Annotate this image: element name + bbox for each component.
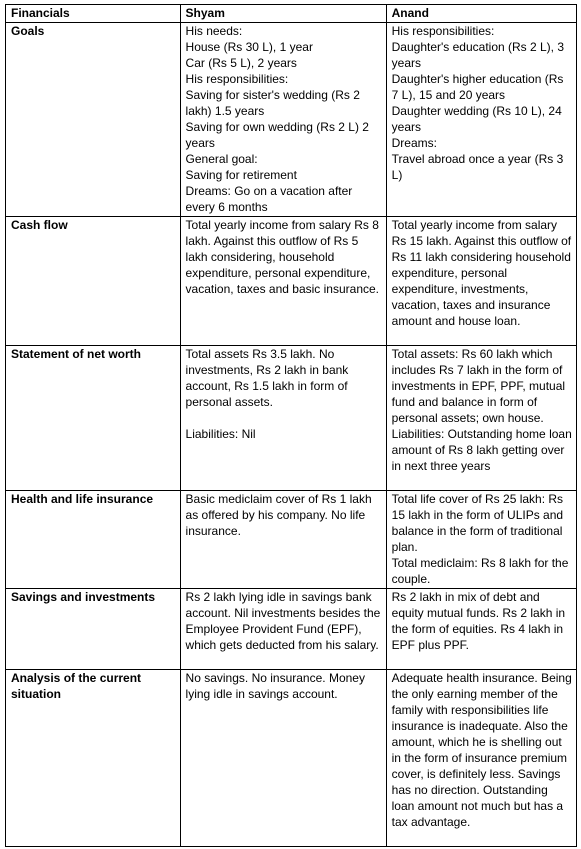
cell-line: Saving for retirement: [185, 168, 297, 182]
cell-line: Rs 2 lakh lying idle in savings bank account. Nil investments besides the Employee Provident Fund (EPF), which gets deducted from his salary.: [185, 590, 381, 652]
cell-line: No savings. No insurance. Money lying idle in savings account.: [185, 671, 365, 701]
cell-line: Basic mediclaim cover of Rs 1 lakh as offered by his company. No life insurance.: [185, 492, 372, 538]
cell-anand-goals: [386, 23, 576, 217]
header-financials: Financials: [6, 5, 181, 23]
cell-shyam-analysis: [180, 670, 386, 847]
cell-line: Daughter's higher education (Rs 7 L), 15 and 20 years: [391, 72, 564, 102]
table-row: [6, 589, 577, 670]
cell-line: His needs:: [185, 24, 243, 38]
cell-line: Rs 2 lakh in mix of debt and equity mutual funds. Rs 2 lakh in the form of equities. Rs 4 lakh in EPF plus PPF.: [391, 590, 566, 652]
cell-line: Total yearly income from salary Rs 15 lakh. Against this outflow of Rs 11 lakh considering household expenditure, personal expenditure, investments, vacation, taxes and insurance amount and house loan.: [391, 218, 572, 328]
row-label-cash-flow: Cash flow: [6, 217, 181, 346]
financials-comparison-table: [5, 4, 577, 847]
cell-line: His responsibilities:: [185, 72, 289, 86]
cell-line: Travel abroad once a year (Rs 3 L): [391, 152, 564, 182]
table-row: [6, 491, 577, 589]
header-row: [6, 5, 577, 23]
row-label-goals: Goals: [6, 23, 181, 217]
cell-line: Dreams:: [391, 136, 437, 150]
row-label-analysis: Analysis of the current situation: [6, 670, 181, 847]
cell-line: Total mediclaim: Rs 8 lakh for the couple.: [391, 556, 569, 586]
cell-line: His responsibilities:: [391, 24, 495, 38]
cell-line: Liabilities: Nil: [185, 427, 256, 441]
cell-shyam-health-insurance: [180, 491, 386, 589]
cell-line: Total assets Rs 3.5 lakh. No investments, Rs 2 lakh in bank account, Rs 1.5 lakh in form of personal assets.: [185, 347, 349, 409]
row-label-net-worth: Statement of net worth: [6, 346, 181, 491]
row-label-health-insurance: Health and life insurance: [6, 491, 181, 589]
cell-spacer: [186, 410, 382, 426]
cell-anand-cash-flow: [386, 217, 576, 346]
cell-line: Daughter's education (Rs 2 L), 3 years: [391, 40, 565, 70]
cell-line: Car (Rs 5 L), 2 years: [185, 56, 297, 70]
cell-shyam-cash-flow: [180, 217, 386, 346]
table-row: [6, 217, 577, 346]
header-anand: Anand: [386, 5, 576, 23]
cell-anand-net-worth: [386, 346, 576, 491]
cell-line: Total assets: Rs 60 lakh which includes Rs 7 lakh in the form of investments in EPF, PPF, mutual fund and balance in form of personal assets; own house.: [391, 347, 566, 425]
cell-anand-analysis: [386, 670, 576, 847]
header-shyam: Shyam: [180, 5, 386, 23]
cell-line: House (Rs 30 L), 1 year: [185, 40, 313, 54]
table-row: [6, 346, 577, 491]
cell-line: Liabilities: Outstanding home loan amount of Rs 8 lakh getting over in next three years: [391, 427, 572, 473]
cell-shyam-net-worth: [180, 346, 386, 491]
cell-line: Daughter wedding (Rs 10 L), 24 years: [391, 104, 562, 134]
row-label-savings: Savings and investments: [6, 589, 181, 670]
cell-line: Adequate health insurance. Being the only earning member of the family with responsibilities life insurance is inadequate. Also the amount, which he is shelling out in the form of insurance premium cover, is definitely less. Savings has no direction. Outstanding loan amount not much but has a tax advantage.: [391, 671, 572, 829]
cell-shyam-savings: [180, 589, 386, 670]
cell-line: Dreams: Go on a vacation after every 6 months: [185, 184, 353, 214]
table-row: [6, 670, 577, 847]
cell-line: General goal:: [185, 152, 258, 166]
cell-line: Saving for sister's wedding (Rs 2 lakh) 1.5 years: [185, 88, 360, 118]
cell-anand-health-insurance: [386, 491, 576, 589]
cell-line: Total yearly income from salary Rs 8 lakh. Against this outflow of Rs 5 lakh considering, household expenditure, personal expenditure, vacation, taxes and basic insurance.: [185, 218, 379, 296]
cell-line: Saving for own wedding (Rs 2 L) 2 years: [185, 120, 369, 150]
cell-line: Total life cover of Rs 25 lakh: Rs 15 lakh in the form of ULIPs and balance in the form of traditional plan.: [391, 492, 564, 554]
table-row: [6, 23, 577, 217]
cell-anand-savings: [386, 589, 576, 670]
cell-shyam-goals: [180, 23, 386, 217]
